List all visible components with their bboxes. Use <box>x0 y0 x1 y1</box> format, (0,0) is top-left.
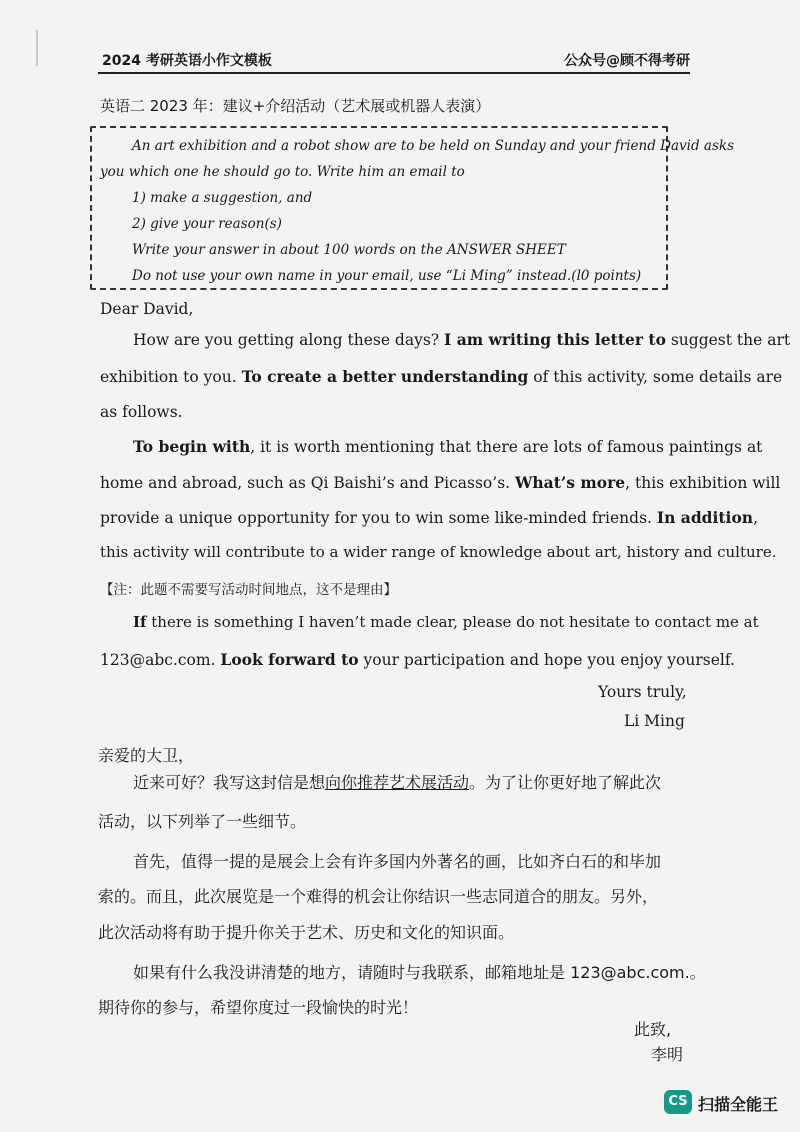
letter-text: your participation and hope you enjoy yourself. <box>358 651 735 669</box>
prompt-line: Do not use your own name in your email, use “Li Ming” instead.(l0 points) <box>132 268 642 284</box>
letter-line <box>133 437 762 456</box>
translation-salutation: 亲爱的大卫， <box>98 746 195 765</box>
letter-line <box>100 473 780 492</box>
prompt-line: 2) give your reason(s) <box>132 216 282 232</box>
translation-line: 此次活动将有助于提升你关于艺术、历史和文化的知识面。 <box>98 923 515 942</box>
translation-line: 期待你的参与，希望你度过一段愉快的时光！ <box>98 998 419 1017</box>
letter-text: , this exhibition will <box>625 474 781 492</box>
letter-text: home and abroad, such as Qi Baishi’s and Picasso’s. <box>100 474 515 492</box>
translation-line: 活动，以下列举了一些细节。 <box>98 812 307 831</box>
letter-text: , <box>753 509 758 527</box>
prompt-box <box>90 126 734 290</box>
letter-text: of this activity, some details are <box>528 368 783 386</box>
letter-text: How are you getting along these days? <box>133 331 445 349</box>
translation-line: 首先，值得一提的是展会上会有许多国内外著名的画，比如齐白石的和毕加 <box>133 852 662 871</box>
letter-bold-phrase: To create a better understanding <box>241 367 529 386</box>
prompt-line: 1) make a suggestion, and <box>132 190 313 206</box>
translation-line <box>133 770 661 793</box>
prompt-line: An art exhibition and a robot show are to be held on Sunday and your friend David asks <box>132 138 734 154</box>
page-header <box>98 46 690 74</box>
translation-closing: 此致, <box>634 1020 672 1039</box>
letter-line: this activity will contribute to a wider range of knowledge about art, history and culture. <box>100 543 777 561</box>
section-title: 英语二 2023 年：建议+介绍活动（艺术展或机器人表演） <box>100 97 491 115</box>
prompt-line: Write your answer in about 100 words on the ANSWER SHEET <box>132 242 566 258</box>
header-account: 公众号@顾不得考研 <box>564 53 690 69</box>
letter-line <box>100 367 782 386</box>
camscanner-logo-icon: CS <box>664 1090 692 1114</box>
letter-closing: Yours truly, <box>598 683 687 701</box>
letter-line <box>100 508 758 527</box>
watermark-text: 扫描全能王 <box>698 1095 779 1114</box>
letter-bold-phrase: I am writing this letter to <box>444 330 666 349</box>
header-title: 2024 考研英语小作文模板 <box>102 53 272 69</box>
translation-line: 如果有什么我没讲清楚的地方，请随时与我联系，邮箱地址是 123@abc.com.。 <box>133 963 706 982</box>
letter-bold-phrase: In addition <box>656 508 754 527</box>
letter-text: suggest the art <box>665 331 791 349</box>
translation-text: 近来可好？我写这封信是想 <box>133 773 326 792</box>
note-annotation: 【注：此题不需要写活动时间地点，这不是理由】 <box>100 582 397 598</box>
translation-underlined: 向你推荐艺术展活动 <box>325 773 470 792</box>
letter-line <box>100 650 735 669</box>
letter-bold-phrase: If <box>133 613 147 631</box>
letter-bold-phrase: To begin with <box>133 437 251 456</box>
translation-line: 索的。而且，此次展览是一个难得的机会让你结识一些志同道合的朋友。另外， <box>98 887 659 906</box>
letter-line: as follows. <box>100 403 183 421</box>
prompt-line: you which one he should go to. Write him an email to <box>100 164 465 180</box>
letter-text: provide a unique opportunity for you to win some like-minded friends. <box>100 509 657 527</box>
letter-text: , it is worth mentioning that there are lots of famous paintings at <box>250 438 763 456</box>
translation-text: 。为了让你更好地了解此次 <box>469 773 662 792</box>
letter-text: exhibition to you. <box>100 368 242 386</box>
letter-signature: Li Ming <box>624 712 685 730</box>
letter-bold-phrase: What’s more <box>515 473 626 492</box>
letter-text: 123@abc.com. <box>100 651 221 669</box>
scan-edge-mark <box>36 30 38 66</box>
letter-bold-phrase: Look forward to <box>220 650 359 669</box>
letter-line <box>133 330 790 349</box>
letter-line <box>133 613 759 631</box>
letter-salutation: Dear David, <box>100 300 194 318</box>
letter-text: there is something I haven’t made clear, please do not hesitate to contact me at <box>146 613 759 631</box>
translation-signature: 李明 <box>651 1045 684 1064</box>
